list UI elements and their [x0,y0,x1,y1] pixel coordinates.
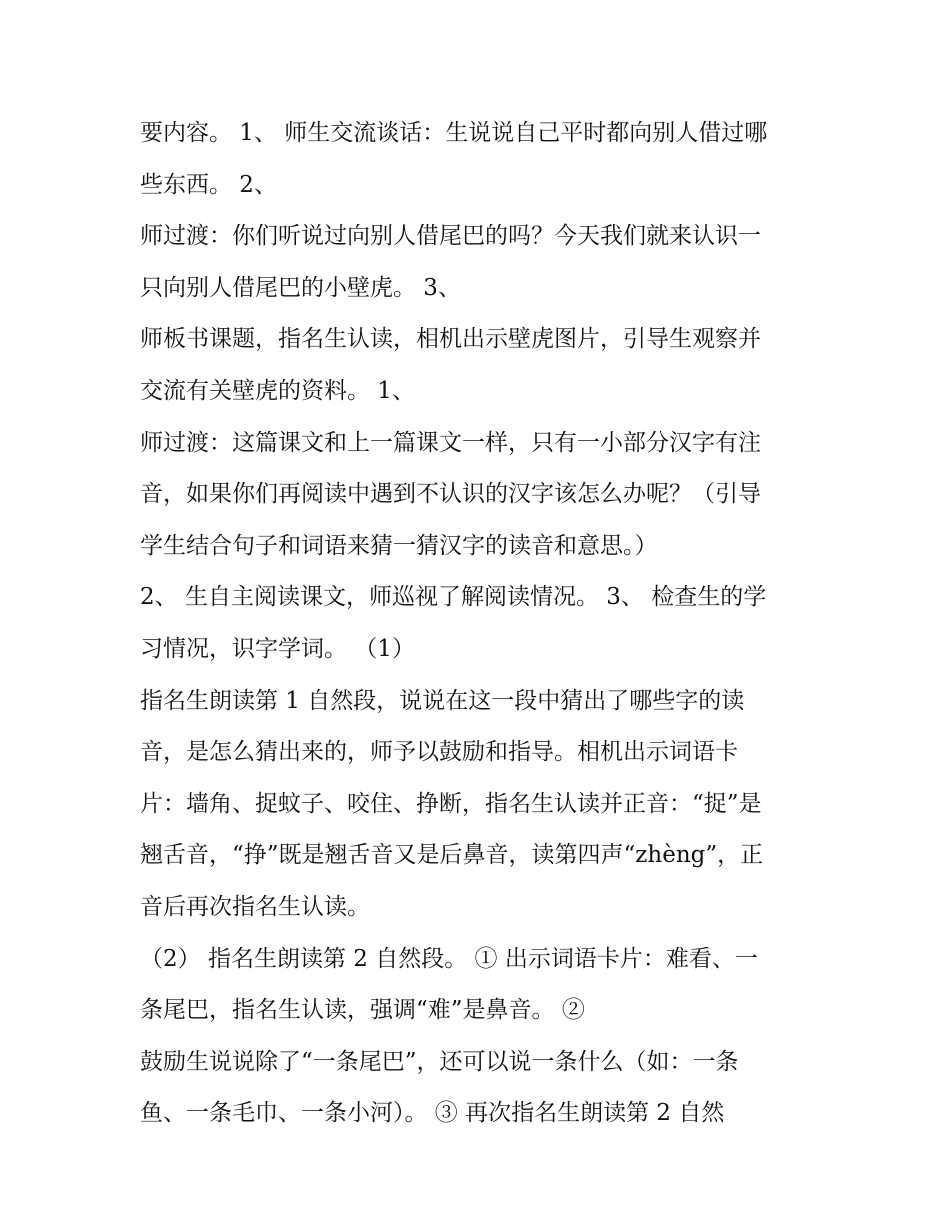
text-line: 片：墙角、捉蚊子、咬住、挣断，指名生认读并正音：“捉”是 [140,790,762,817]
text-line: 音，如果你们再阅读中遇到不认识的汉字该怎么办呢？（引导 [140,481,761,508]
text-line: 学生结合句子和词语来猜一猜汉字的读音和意思。） [140,532,658,559]
text-line: 条尾巴，指名生认读，强调“难”是鼻音。 ② [140,997,585,1024]
text-line: 只向别人借尾巴的小壁虎。 3、 [140,274,461,301]
document-body [140,108,820,1140]
text-line: 师过渡：你们听说过向别人借尾巴的吗？今天我们就来认识一 [140,223,761,250]
text-line: 习情况，识字学词。 （1） [140,635,415,662]
text-line: 翘舌音，“挣”既是翘舌音又是后鼻音，读第四声“zhèng”，正 [140,842,764,869]
text-line: （2） 指名生朗读第 2 自然段。 ① 出示词语卡片：难看、一 [140,945,758,972]
text-line: 些东西。 2、 [140,171,277,198]
text-line: 鼓励生说说除了“一条尾巴”，还可以说一条什么（如：一条 [140,1048,739,1075]
text-line: 师板书课题，指名生认读，相机出示壁虎图片，引导生观察并 [140,326,761,353]
text-line: 交流有关壁虎的资料。 1、 [140,377,415,404]
text-line: 指名生朗读第 1 自然段，说说在这一段中猜出了哪些字的读 [140,687,745,714]
text-line: 鱼、一条毛巾、一条小河）。 ③ 再次指名生朗读第 2 自然 [140,1100,725,1127]
text-line: 师过渡：这篇课文和上一篇课文一样，只有一小部分汉字有注 [140,429,761,456]
text-line: 音，是怎么猜出来的，师予以鼓励和指导。相机出示词语卡 [140,739,738,766]
text-line: 音后再次指名生认读。 [140,893,370,920]
text-line: 要内容。 1、 师生交流谈话：生说说自己平时都向别人借过哪 [140,120,768,146]
text-line: 2、 生自主阅读课文，师巡视了解阅读情况。 3、 检查生的学 [140,584,767,611]
